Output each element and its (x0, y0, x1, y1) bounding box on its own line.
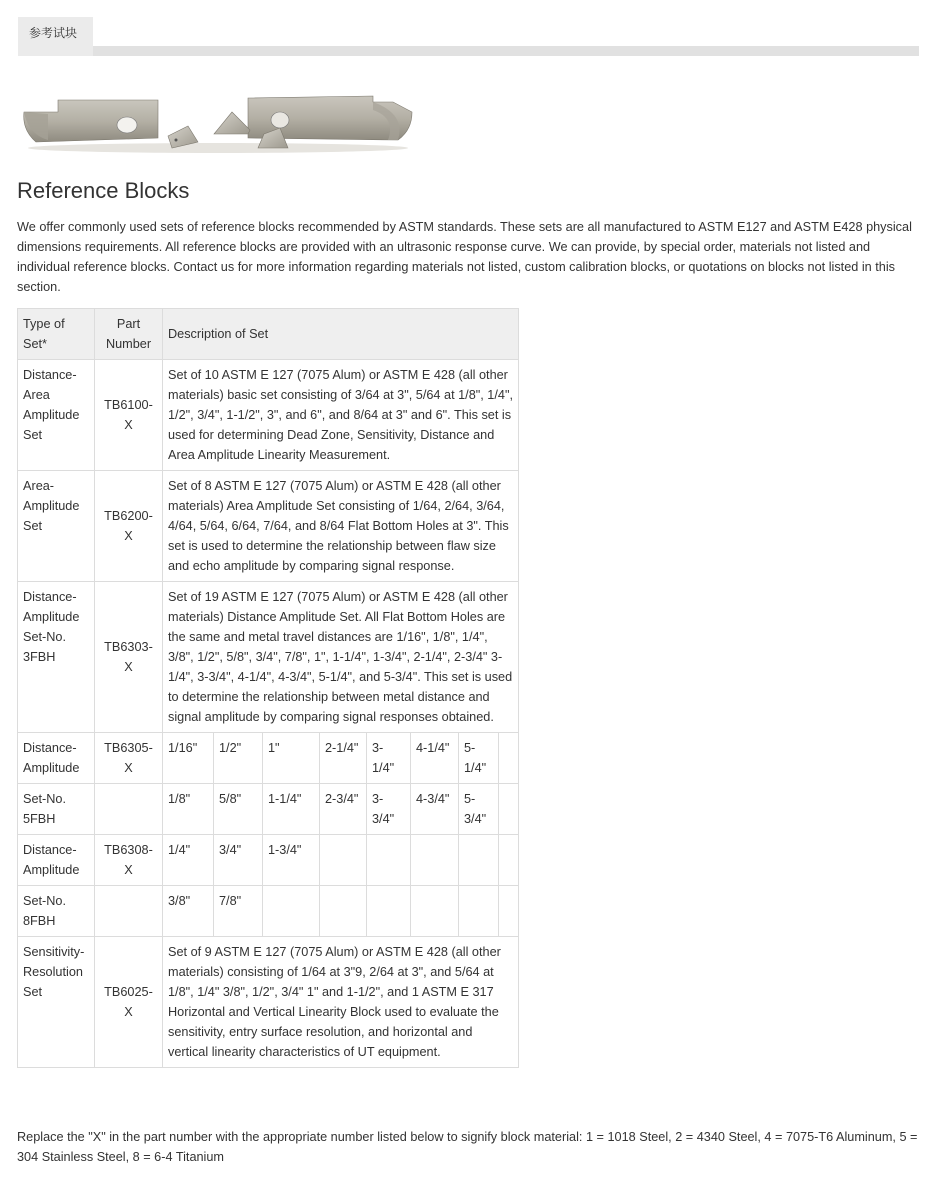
row-part: TB6100-X (95, 360, 163, 471)
table-row (18, 360, 519, 471)
distance-cell: 7/8" (214, 886, 263, 937)
distance-cell (499, 835, 519, 886)
distance-cell: 1" (263, 733, 320, 784)
row-part: TB6303-X (95, 582, 163, 733)
row-type: Sensitivity-Resolution Set (18, 937, 95, 1068)
row-part: TB6200-X (95, 471, 163, 582)
distance-cell: 3/4" (214, 835, 263, 886)
row-type: Distance-Amplitude Set-No. 3FBH (18, 582, 95, 733)
distance-cell: 4-1/4" (411, 733, 459, 784)
distance-cell (459, 886, 499, 937)
header-type: Type of Set* (18, 309, 95, 360)
table-row (18, 937, 519, 1068)
row-part: TB6305-X (95, 733, 163, 784)
tab-reference-blocks[interactable]: 参考试块 (18, 17, 93, 56)
row-type: Set-No. 8FBH (18, 886, 95, 937)
row-part: TB6308-X (95, 835, 163, 886)
row-part: TB6025-X (95, 937, 163, 1068)
header-desc: Description of Set (163, 309, 519, 360)
distance-cell (499, 733, 519, 784)
distance-cell: 1-3/4" (263, 835, 320, 886)
distance-cell (499, 784, 519, 835)
header-part: Part Number (95, 309, 163, 360)
distance-cell (367, 886, 411, 937)
row-desc: Set of 19 ASTM E 127 (7075 Alum) or ASTM E 428 (all other materials) Distance Amplitude Set. All Flat Bottom Holes are the same and metal travel distances are 1/16", 1/8", 1/4", 3/8", 1/2", 5/8", 3/4", 7/8", 1", 1-1/4", 1-3/4", 2-1/4", 2-3/4" 3-1/4", 3-3/4", 4-1/4", 4-3/4", 5-1/4", and 5-3/4". This set is used to determine the relationship between metal distance and signal amplitude by comparing signal responses obtained. (163, 582, 519, 733)
table-row (18, 582, 519, 733)
distance-cell: 5-1/4" (459, 733, 499, 784)
distance-cell: 1/2" (214, 733, 263, 784)
row-type: Set-No. 5FBH (18, 784, 95, 835)
distance-cell: 2-3/4" (320, 784, 367, 835)
distance-cell: 1-1/4" (263, 784, 320, 835)
row-type: Distance-Amplitude (18, 733, 95, 784)
distance-cell (411, 835, 459, 886)
row-type: Area-Amplitude Set (18, 471, 95, 582)
distance-cell (263, 886, 320, 937)
distance-cell (320, 835, 367, 886)
table-row (18, 471, 519, 582)
material-footnote: Replace the "X" in the part number with the appropriate number listed below to signify block material: 1 = 1018 Steel, 2 = 4340 Steel, 4 = 7075-T6 Aluminum, 5 = 304 Stainless Steel, 8 = 6-4 Titanium (17, 1130, 918, 1164)
table-row-fbh8-b (18, 886, 519, 937)
distance-cell: 3-1/4" (367, 733, 411, 784)
table-row-fbh5-b (18, 784, 519, 835)
distance-cell: 5-3/4" (459, 784, 499, 835)
distance-cell: 3-3/4" (367, 784, 411, 835)
distance-cell: 5/8" (214, 784, 263, 835)
distance-cell: 1/4" (163, 835, 214, 886)
intro-paragraph: We offer commonly used sets of reference blocks recommended by ASTM standards. These sets are all manufactured to ASTM E127 and ASTM E428 physical dimensions requirements. All reference blocks are provided with an ultrasonic response curve. We can provide, by special order, materials not listed and individual reference blocks. Contact us for more information regarding materials not listed, custom calibration blocks, or quotations on blocks not listed in this section. (17, 220, 912, 294)
table-row-fbh5-a (18, 733, 519, 784)
row-part-empty (95, 886, 163, 937)
row-part-empty (95, 784, 163, 835)
tab-rail (18, 46, 919, 56)
distance-cell (459, 835, 499, 886)
reference-blocks-table (17, 308, 519, 1068)
distance-cell: 3/8" (163, 886, 214, 937)
distance-cell: 1/16" (163, 733, 214, 784)
row-desc: Set of 10 ASTM E 127 (7075 Alum) or ASTM E 428 (all other materials) basic set consisting of 3/64 at 3", 5/64 at 1/8", 1/4", 1/2", 3/4", 1-1/2", 3", and 6", and 8/64 at 3" and 6". This set is used for determining Dead Zone, Sensitivity, Distance and Area Amplitude Linearity Measurement. (163, 360, 519, 471)
page-title: Reference Blocks (17, 178, 190, 203)
distance-cell (367, 835, 411, 886)
distance-cell (411, 886, 459, 937)
row-desc: Set of 8 ASTM E 127 (7075 Alum) or ASTM E 428 (all other materials) Area Amplitude Set consisting of 1/64, 2/64, 3/64, 4/64, 5/64, 6/64, 7/64, and 8/64 Flat Bottom Holes at 3". This set is used to determine the relationship between flaw size and echo amplitude by comparing signal response. (163, 471, 519, 582)
tab-bar (18, 17, 919, 56)
distance-cell (320, 886, 367, 937)
row-type: Distance-Area Amplitude Set (18, 360, 95, 471)
table-row-fbh8-a (18, 835, 519, 886)
table-header-row (18, 309, 519, 360)
reference-blocks-photo (18, 90, 414, 154)
distance-cell: 2-1/4" (320, 733, 367, 784)
row-desc: Set of 9 ASTM E 127 (7075 Alum) or ASTM E 428 (all other materials) consisting of 1/64 at 3"9, 2/64 at 3", and 5/64 at 1/8", 1/4" 3/8", 1/2", 3/4" 1" and 1-1/2", and 1 ASTM E 317 Horizontal and Vertical Linearity Block used to evaluate the sensitivity, entry surface resolution, and horizontal and vertical linearity characteristics of UT equipment. (163, 937, 519, 1068)
distance-cell: 4-3/4" (411, 784, 459, 835)
row-type: Distance-Amplitude (18, 835, 95, 886)
distance-cell: 1/8" (163, 784, 214, 835)
distance-cell (499, 886, 519, 937)
